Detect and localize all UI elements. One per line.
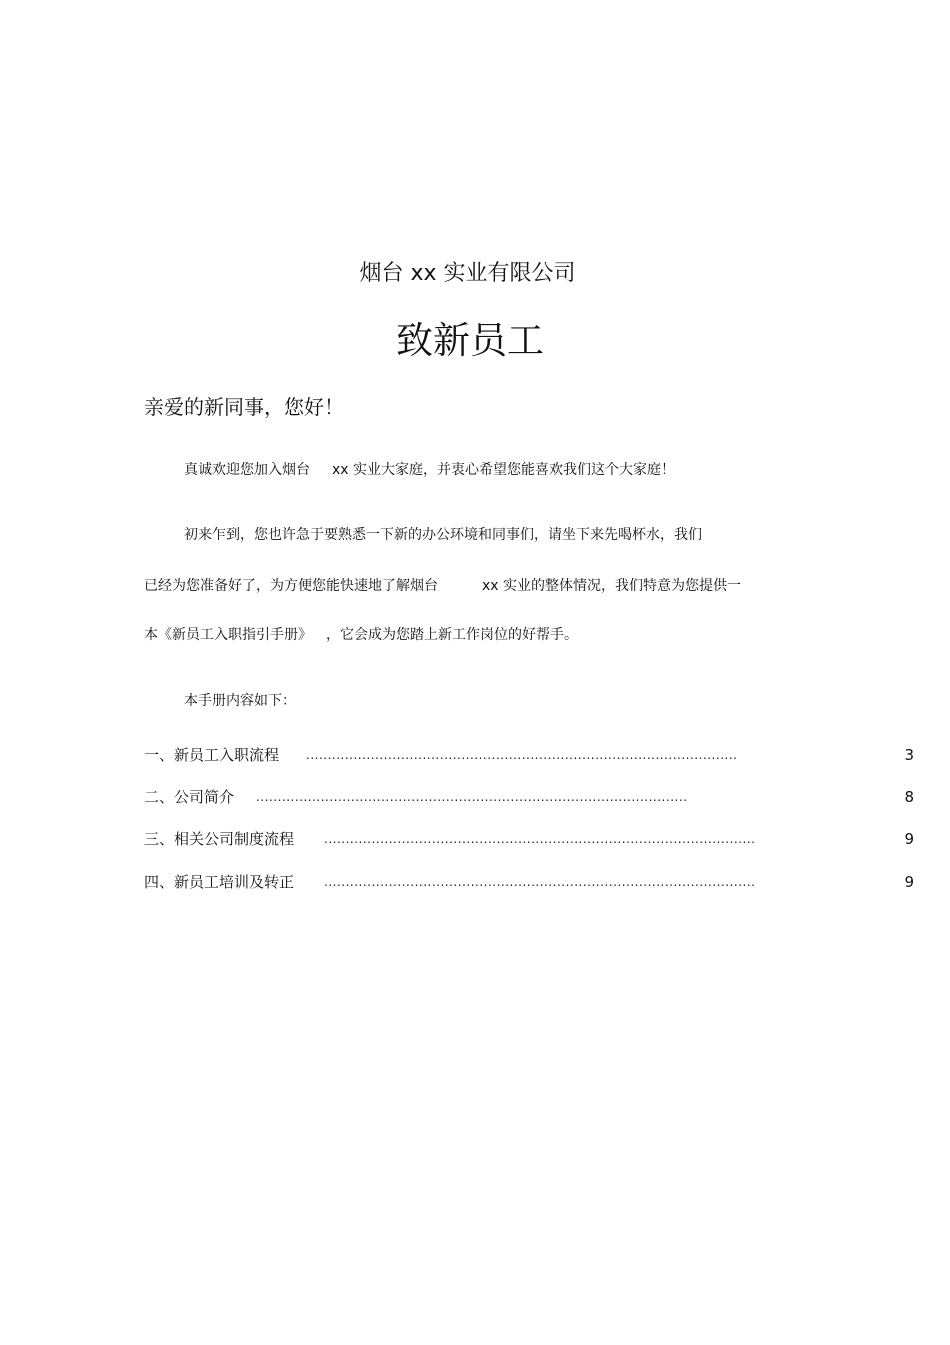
toc-item-label: 四、新员工培训及转正 (144, 873, 295, 891)
intro-line2-part2: xx 实业的整体情况，我们特意为您提供一 (482, 578, 742, 594)
toc-item[interactable] (144, 744, 914, 766)
toc-item-page: 3 (904, 746, 914, 764)
intro-paragraph-line2 (144, 576, 741, 596)
toc-item[interactable] (144, 786, 914, 808)
intro-line3-part2: ，它会成为您踏上新工作岗位的好帮手。 (326, 627, 578, 643)
welcome-text-part2: xx 实业大家庭，并衷心希望您能喜欢我们这个大家庭！ (332, 462, 676, 478)
intro-line3-part1: 本《新员工入职指引手册》 (144, 627, 312, 643)
toc-leader-dots: .................................................................................................... (324, 875, 756, 889)
greeting: 亲爱的新同事，您好！ (144, 395, 344, 419)
intro-paragraph-line1: 初来乍到，您也许急于要熟悉一下新的办公环境和同事们，请坐下来先喝杯水，我们 (184, 527, 702, 543)
welcome-paragraph (184, 460, 675, 480)
intro-paragraph-line3 (144, 625, 578, 645)
toc-item-page: 8 (904, 788, 914, 806)
toc-item[interactable] (144, 828, 914, 850)
intro-line2-part1: 已经为您准备好了，为方便您能快速地了解烟台 (144, 578, 438, 594)
toc-leader-dots: .................................................................................................... (256, 790, 688, 804)
toc-item-page: 9 (904, 873, 914, 891)
toc-item-label: 三、相关公司制度流程 (144, 830, 295, 848)
toc-item-page: 9 (904, 830, 914, 848)
welcome-text-part1: 真诚欢迎您加入烟台 (184, 462, 310, 478)
toc-leader-dots: .................................................................................................... (324, 832, 756, 846)
company-name: 烟台 xx 实业有限公司 (359, 261, 576, 286)
page-title: 致新员工 (396, 319, 544, 362)
toc-item-label: 二、公司简介 (144, 788, 235, 806)
toc-item-label: 一、新员工入职流程 (144, 746, 280, 764)
contents-intro: 本手册内容如下： (184, 693, 296, 709)
toc-item[interactable] (144, 871, 914, 893)
toc-leader-dots: .................................................................................................... (306, 748, 738, 762)
